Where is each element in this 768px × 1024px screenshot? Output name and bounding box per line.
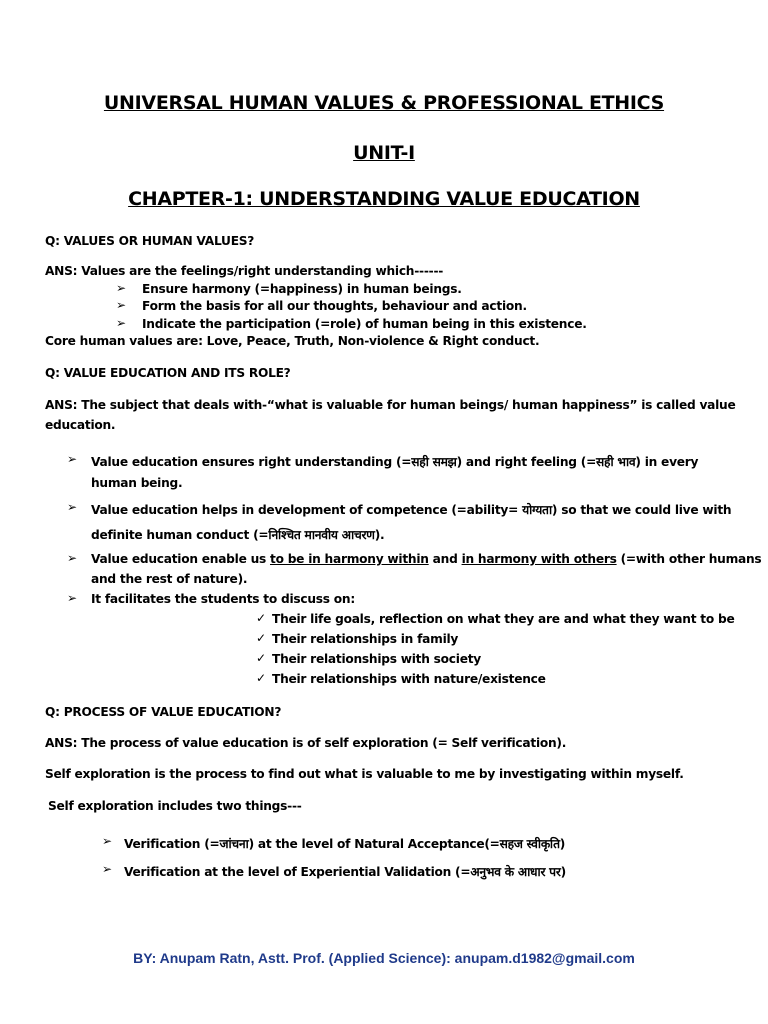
arrow-bullet-icon: ➢	[116, 298, 127, 312]
q2-check-1: Their life goals, reflection on what they are and what they want to be	[272, 612, 735, 626]
q3-bullet-2: Verification at the level of Experiential Validation (=अनुभव के आधार पर)	[124, 865, 566, 879]
q2-bullet-2-line-2: definite human conduct (=निश्चित मानवीय आचरण).	[91, 528, 385, 542]
harmony-with-others-text: in harmony with others	[461, 552, 617, 566]
q2-bullet-3-line-2: and the rest of nature).	[91, 572, 248, 586]
arrow-bullet-icon: ➢	[102, 834, 113, 848]
q2-check-4: Their relationships with nature/existence	[272, 672, 546, 686]
arrow-bullet-icon: ➢	[116, 281, 127, 295]
q2-bullet-3-pre: Value education enable us	[91, 552, 271, 566]
q2-bullet-1-line-2: human being.	[91, 476, 183, 490]
checkmark-icon: ✓	[256, 611, 267, 625]
q1-answer: ANS: Values are the feelings/right understanding which------	[45, 264, 444, 278]
document-title: UNIVERSAL HUMAN VALUES & PROFESSIONAL ETHICS	[103, 92, 665, 114]
q1-bullet-3: Indicate the participation (=role) of human being in this existence.	[142, 317, 587, 331]
q1-bullet-2: Form the basis for all our thoughts, behaviour and action.	[142, 299, 527, 313]
arrow-bullet-icon: ➢	[102, 862, 113, 876]
q1-core-values: Core human values are: Love, Peace, Truth, Non-violence & Right conduct.	[45, 334, 540, 348]
q2-check-2: Their relationships in family	[272, 632, 459, 646]
q2-question: Q: VALUE EDUCATION AND ITS ROLE?	[45, 366, 291, 380]
q3-question: Q: PROCESS OF VALUE EDUCATION?	[45, 705, 282, 719]
chapter-heading: CHAPTER-1: UNDERSTANDING VALUE EDUCATION	[128, 188, 640, 210]
arrow-bullet-icon: ➢	[116, 316, 127, 330]
author-footer: BY: Anupam Ratn, Astt. Prof. (Applied Science): anupam.d1982@gmail.com	[133, 950, 635, 966]
q2-bullet-3-mid: and	[428, 552, 462, 566]
arrow-bullet-icon: ➢	[67, 551, 78, 565]
q1-question: Q: VALUES OR HUMAN VALUES?	[45, 234, 255, 248]
unit-heading: UNIT-I	[353, 142, 415, 164]
checkmark-icon: ✓	[256, 631, 267, 645]
checkmark-icon: ✓	[256, 651, 267, 665]
q2-bullet-4: It facilitates the students to discuss on:	[91, 592, 355, 606]
q2-bullet-3-line-1	[91, 552, 761, 566]
q2-bullet-2-line-1: Value education helps in development of competence (=ability= योग्यता) so that we could live with	[91, 503, 732, 517]
q3-line-3: Self exploration includes two things---	[48, 799, 302, 813]
arrow-bullet-icon: ➢	[67, 591, 78, 605]
q3-line-2: Self exploration is the process to find out what is valuable to me by investigating within myself.	[45, 767, 684, 781]
q2-answer-line-1: ANS: The subject that deals with-“what is valuable for human beings/ human happiness” is called value	[45, 398, 736, 412]
arrow-bullet-icon: ➢	[67, 452, 78, 466]
q2-bullet-1-line-1: Value education ensures right understanding (=सही समझ) and right feeling (=सही भाव) in every	[91, 455, 699, 469]
q3-bullet-1: Verification (=जांचना) at the level of Natural Acceptance(=सहज स्वीकृति)	[124, 837, 566, 851]
checkmark-icon: ✓	[256, 671, 267, 685]
q2-bullet-3-post: (=with other humans	[616, 552, 762, 566]
arrow-bullet-icon: ➢	[67, 500, 78, 514]
q2-answer-line-2: education.	[45, 418, 116, 432]
q3-answer: ANS: The process of value education is of self exploration (= Self verification).	[45, 736, 567, 750]
q1-bullet-1: Ensure harmony (=happiness) in human beings.	[142, 282, 462, 296]
q2-check-3: Their relationships with society	[272, 652, 481, 666]
harmony-within-text: to be in harmony within	[270, 552, 429, 566]
